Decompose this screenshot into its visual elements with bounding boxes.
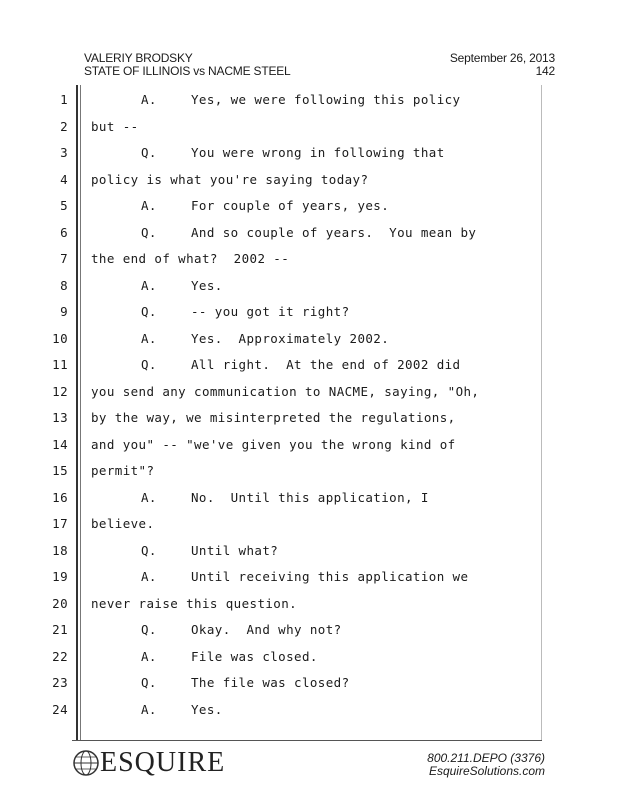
line-content: you send any communication to NACME, saying, "Oh, [91,383,480,399]
line-content: permit"? [91,463,155,478]
speaker-label: A. [141,198,157,213]
transcript-line [0,643,619,670]
line-number: 10 [52,330,68,346]
line-content: Yes. Approximately 2002. [191,330,390,346]
transcript-line [0,510,619,537]
line-number: 4 [60,171,68,187]
line-text [91,410,456,425]
transcript-body [0,86,619,722]
line-content: Yes. [191,277,223,293]
line-number: 3 [60,145,68,160]
speaker-label: Q. [141,675,157,690]
line-text [91,437,456,452]
line-number: 2 [60,118,68,134]
speaker-label: A. [141,569,157,584]
line-text [141,145,445,160]
transcript-line [0,669,619,696]
speaker-label: A. [141,701,157,717]
line-content: and you" -- "we've given you the wrong kind of [91,436,456,452]
line-text [141,490,429,505]
transcript-line [0,325,619,352]
logo-text: ESQUIRE [100,747,226,778]
transcript-line [0,404,619,431]
line-number: 17 [52,516,68,531]
speaker-label: Q. [141,224,157,240]
footer-website: EsquireSolutions.com [428,764,545,778]
line-text [91,172,368,187]
transcript-line [0,166,619,193]
line-text [141,304,350,319]
line-number: 22 [52,648,68,664]
line-number: 19 [52,569,68,584]
line-text [141,622,342,637]
transcript-line [0,431,619,458]
line-text [141,569,468,584]
line-number: 20 [52,595,68,611]
line-content: All right. At the end of 2002 did [191,357,461,372]
line-text [141,198,389,213]
speaker-label: Q. [141,542,157,558]
transcript-line [0,351,619,378]
line-number: 15 [52,463,68,478]
line-number: 24 [52,701,68,717]
witness-name: VALERIY BRODSKY [84,51,193,65]
transcript-line [0,537,619,564]
speaker-label: A. [141,648,157,664]
line-content: Until receiving this application we [191,569,469,584]
line-content: File was closed. [191,648,318,664]
line-text [91,251,289,266]
line-content: policy is what you're saying today? [91,171,369,187]
line-text [91,596,297,611]
transcript-line [0,219,619,246]
line-content: Yes. [191,701,223,717]
transcript-line [0,563,619,590]
transcript-line [0,113,619,140]
transcript-line [0,298,619,325]
line-text [91,384,479,399]
line-text [91,516,154,531]
line-content: No. Until this application, I [191,489,429,505]
line-number: 23 [52,675,68,690]
transcript-line [0,192,619,219]
line-text [91,463,154,478]
transcript-line [0,86,619,113]
speaker-label: Q. [141,622,157,637]
transcript-line [0,484,619,511]
header-right [450,52,555,78]
transcript-line [0,272,619,299]
line-content: Okay. And why not? [191,622,342,637]
line-text [141,225,476,240]
transcript-line [0,245,619,272]
line-text [141,278,223,293]
line-number: 14 [52,436,68,452]
deposition-date: September 26, 2013 [449,51,555,65]
bottom-rule [72,740,542,741]
line-text [141,92,460,107]
page-number: 142 [535,64,555,78]
line-text [141,649,318,664]
line-text [141,543,278,558]
speaker-label: Q. [141,304,157,319]
transcript-line [0,457,619,484]
line-text [141,702,223,717]
footer-phone: 800.211.DEPO (3376) [427,751,545,765]
transcript-line [0,616,619,643]
header-left [84,52,291,78]
line-content: by the way, we misinterpreted the regulations, [91,410,456,425]
line-content: The file was closed? [191,675,350,690]
line-number: 16 [52,489,68,505]
line-number: 9 [60,304,68,319]
line-number: 7 [60,251,68,266]
line-number: 1 [60,92,68,107]
line-text [141,331,389,346]
line-text [141,357,460,372]
line-content: the end of what? 2002 -- [91,251,290,266]
line-content: Yes, we were following this policy [191,92,461,107]
line-number: 12 [52,383,68,399]
line-content: For couple of years, yes. [191,198,390,213]
line-text [91,119,139,134]
line-content: believe. [91,516,155,531]
line-number: 13 [52,410,68,425]
speaker-label: A. [141,330,157,346]
line-text [141,675,350,690]
line-content: Until what? [191,542,279,558]
speaker-label: A. [141,92,157,107]
transcript-line [0,139,619,166]
esquire-logo [72,745,242,779]
footer-contact [427,752,545,778]
line-content: -- you got it right? [191,304,350,319]
line-content: And so couple of years. You mean by [191,224,477,240]
line-content: You were wrong in following that [191,145,445,160]
transcript-line [0,590,619,617]
case-name: STATE OF ILLINOIS vs NACME STEEL [84,64,291,78]
line-number: 6 [60,224,68,240]
transcript-line [0,696,619,723]
line-number: 5 [60,198,68,213]
line-content: but -- [91,118,139,134]
line-number: 18 [52,542,68,558]
speaker-label: Q. [141,357,157,372]
speaker-label: Q. [141,145,157,160]
line-number: 11 [52,357,68,372]
transcript-line [0,378,619,405]
speaker-label: A. [141,489,157,505]
line-number: 21 [52,622,68,637]
globe-icon [72,747,100,779]
line-content: never raise this question. [91,595,298,611]
line-number: 8 [60,277,68,293]
speaker-label: A. [141,277,157,293]
